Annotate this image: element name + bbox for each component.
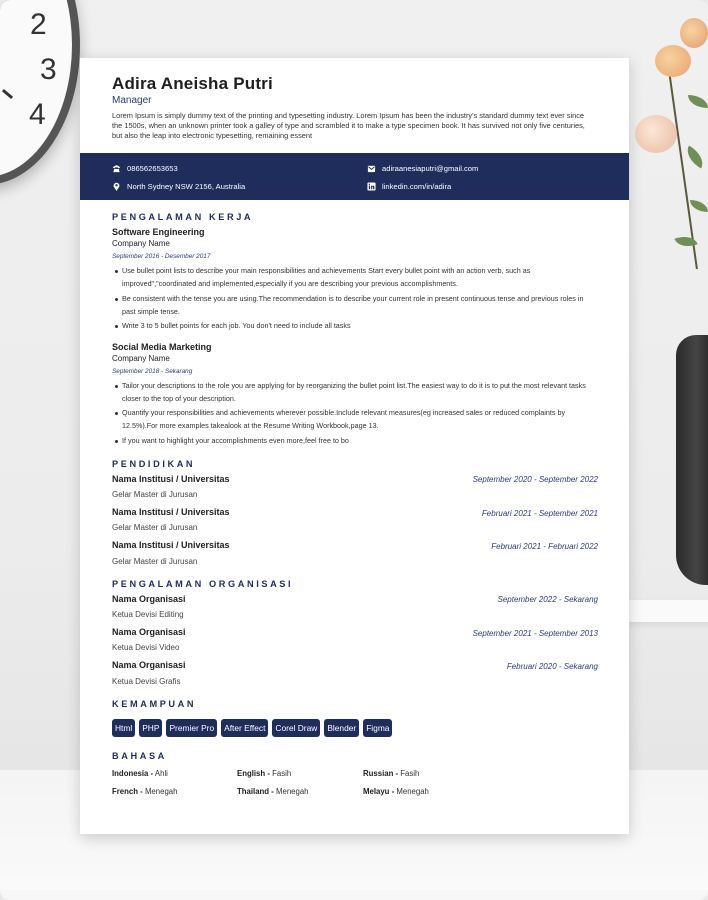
candidate-name: Adira Aneisha Putri <box>112 74 273 93</box>
job-date: September 2016 - Desember 2017 <box>112 253 211 260</box>
education-date: Februari 2021 - Februari 2022 <box>491 542 598 551</box>
job-bullet: Be consistent with the tense you are using.The recommendation is to describe your current role in present continuous tense and previous roles in past simple tense. <box>122 293 590 318</box>
profile-summary: Lorem Ipsum is simply dummy text of the printing and typesetting industry. Lorem Ipsum has been the industry's standard dummy text ever since the 1500s, when an unknown printer took a galley of type and scrambled it to make a type specimen book. It has survived not only five centuries, but also the leap into electronic typesetting, remaining essent <box>112 111 585 140</box>
section-title-organization: PENGALAMAN ORGANISASI <box>112 579 294 589</box>
clock-number: 4 <box>29 98 46 131</box>
education-date: Februari 2021 - September 2021 <box>481 509 598 518</box>
leaf-icon <box>682 145 708 168</box>
language-item <box>112 769 168 778</box>
education-institution: Nama Institusi / Universitas <box>112 540 230 550</box>
language-item <box>112 787 177 796</box>
language-name: Melayu - <box>363 787 395 796</box>
email-text: adiraanesiaputri@gmail.com <box>382 164 479 173</box>
section-title-languages: BAHASA <box>112 751 167 761</box>
skill-tag: Premier Pro <box>166 719 217 737</box>
job-title: Software Engineering <box>112 227 205 237</box>
address-text: North Sydney NSW 2156, Australia <box>127 182 246 191</box>
clock-number: 3 <box>40 53 57 86</box>
phone-text: 086562653653 <box>127 164 178 173</box>
language-level: Menegah <box>276 787 309 796</box>
contact-email[interactable] <box>367 164 478 173</box>
skill-tag: After Effect <box>221 719 268 737</box>
job-date: September 2018 - Sekarang <box>112 368 193 375</box>
contact-linkedin[interactable] <box>367 182 451 191</box>
language-name: Indonesia - <box>112 769 154 778</box>
section-title-education: PENDIDIKAN <box>112 459 196 469</box>
job-bullet: Quantify your responsibilities and achievements wherever possible.Include relevant measures(eg increased sales or reduced complaints by 12.5%).For more examples takealook at the Resume Writing Workbook,page 13. <box>122 407 590 432</box>
clock-face <box>0 0 72 177</box>
language-level: Menegah <box>144 787 178 796</box>
flower-icon <box>635 115 677 153</box>
language-item <box>363 787 429 796</box>
language-level: Fasih <box>272 769 292 778</box>
language-name: Russian - <box>363 769 399 778</box>
education-institution: Nama Institusi / Universitas <box>112 474 230 484</box>
organization-name: Nama Organisasi <box>112 627 186 637</box>
education-degree: Gelar Master di Jurusan <box>112 557 198 566</box>
language-item <box>237 787 309 796</box>
language-name: Thailand - <box>237 787 274 796</box>
vase <box>676 335 708 585</box>
job-bullet: Write 3 to 5 bullet points for each job. You don't need to include all tasks <box>122 320 590 333</box>
leaf-icon <box>688 95 708 108</box>
organization-role: Ketua Devisi Video <box>112 643 180 652</box>
organization-date: Februari 2020 - Sekarang <box>506 662 598 671</box>
organization-role: Ketua Devisi Grafis <box>112 677 181 686</box>
job-company: Company Name <box>112 354 170 363</box>
skill-tag: Corel Draw <box>272 719 320 737</box>
skill-tag: Blender <box>324 719 359 737</box>
language-level: Fasih <box>400 769 420 778</box>
education-degree: Gelar Master di Jurusan <box>112 523 198 532</box>
linkedin-icon <box>367 182 376 191</box>
clock-number: 2 <box>30 8 47 41</box>
contact-address <box>112 182 245 191</box>
language-name: English - <box>237 769 270 778</box>
organization-name: Nama Organisasi <box>112 660 186 670</box>
job-company: Company Name <box>112 239 170 248</box>
organization-name: Nama Organisasi <box>112 594 186 604</box>
email-icon <box>367 164 376 173</box>
contact-band <box>80 153 629 200</box>
skill-tag: Html <box>112 719 135 737</box>
education-degree: Gelar Master di Jurusan <box>112 490 198 499</box>
wall-clock <box>0 0 80 185</box>
clock-hand <box>2 89 13 99</box>
organization-date: September 2021 - September 2013 <box>472 629 598 638</box>
section-title-experience: PENGALAMAN KERJA <box>112 212 254 222</box>
job-bullet: If you want to highlight your accomplishments even more,feel free to bo <box>122 435 590 448</box>
language-item <box>237 769 291 778</box>
flower-icon <box>680 18 708 48</box>
job-bullet: Tailor your descriptions to the role you are applying for by reorganizing the bullet point list.The easiest way to do it is to put the most relevant tasks closer to the top of your description. <box>122 380 590 405</box>
resume-page <box>80 58 629 834</box>
language-item <box>363 769 419 778</box>
section-title-skills: KEMAMPUAN <box>112 699 197 709</box>
job-bullet: Use bullet point lists to describe your main responsibilities and achievements Start every bullet point with an action verb, such as improved","coordinated and implemented,especially if you are describing your previous accomplishments. <box>122 265 590 290</box>
organization-role: Ketua Devisi Editing <box>112 610 184 619</box>
phone-icon <box>112 164 121 173</box>
language-name: French - <box>112 787 143 796</box>
language-level: Ahli <box>154 769 168 778</box>
linkedin-text: linkedin.com/in/adira <box>382 182 452 191</box>
organization-date: September 2022 - Sekarang <box>497 595 598 604</box>
leaf-icon <box>690 200 708 212</box>
skills-list <box>112 719 392 737</box>
flower-icon <box>655 45 691 77</box>
job-title: Social Media Marketing <box>112 342 212 352</box>
skill-tag: PHP <box>139 719 162 737</box>
education-institution: Nama Institusi / Universitas <box>112 507 230 517</box>
contact-phone <box>112 164 178 173</box>
language-level: Menegah <box>396 787 429 796</box>
location-pin-icon <box>112 182 121 191</box>
skill-tag: Figma <box>363 719 392 737</box>
education-date: September 2020 - September 2022 <box>472 475 598 484</box>
candidate-role: Manager <box>112 95 152 106</box>
shelf <box>628 600 708 622</box>
